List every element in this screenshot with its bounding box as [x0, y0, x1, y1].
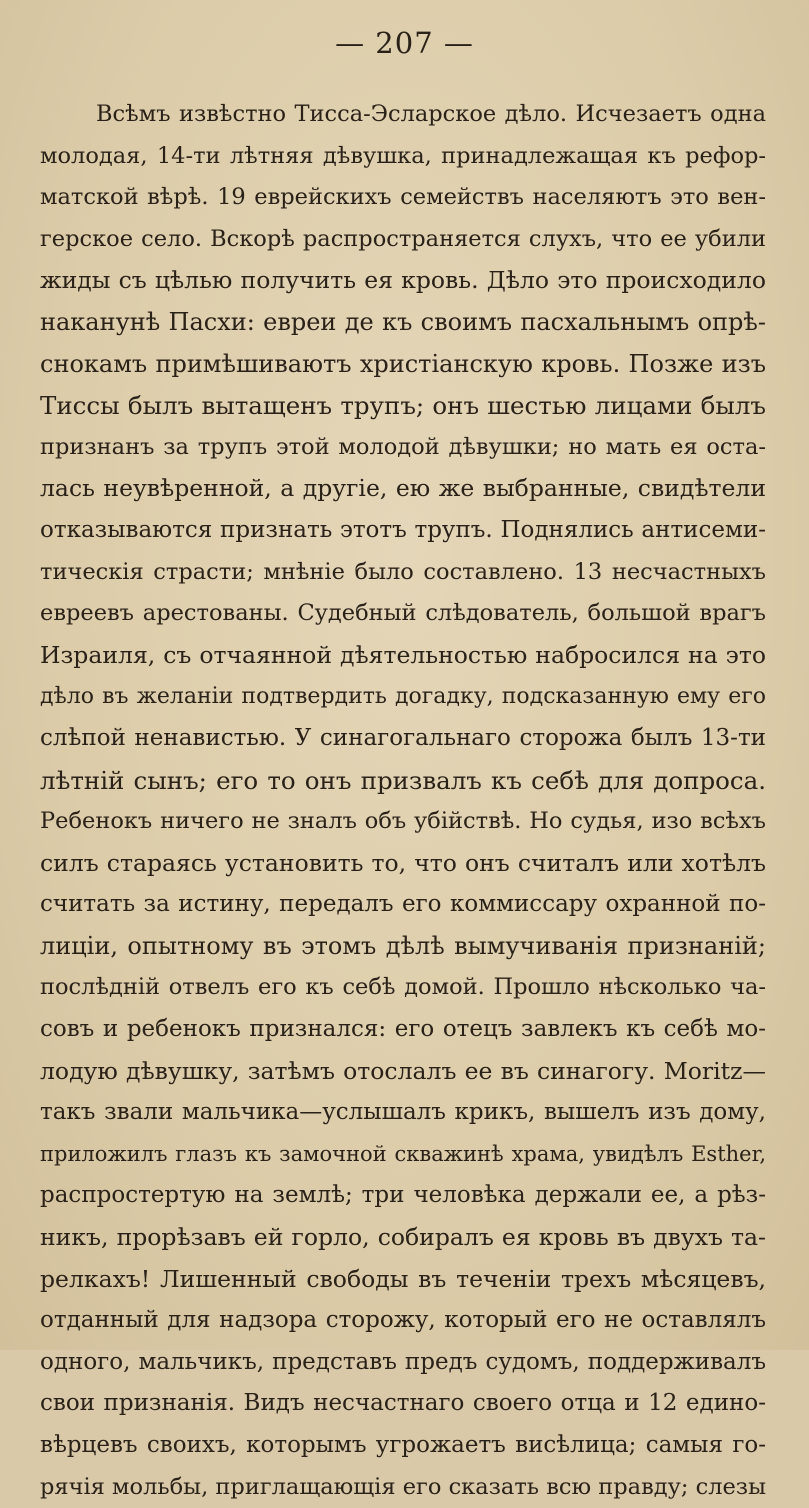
- text-line: евреевъ арестованы. Судебный слѣдователь, большой врагъ: [40, 600, 766, 627]
- text-line: признанъ за трупъ этой молодой дѣвушки; но мать ея оста-: [40, 433, 766, 460]
- text-line: молодая, 14-ти лѣтняя дѣвушка, принадлежащая къ рефор-: [40, 142, 766, 169]
- text-line: дѣло въ желаніи подтвердить догадку, подсказанную ему его: [40, 684, 766, 710]
- text-line: Всѣмъ извѣстно Тисса-Эсларское дѣло. Исчезаетъ одна: [96, 101, 766, 127]
- body-text: [40, 94, 766, 1508]
- text-line: рячія мольбы, приглащающія его сказать всю правду; слезы: [40, 1473, 766, 1500]
- text-line: Ребенокъ ничего не зналъ объ убійствѣ. Но судья, изо всѣхъ: [40, 808, 766, 835]
- text-line: силъ стараясь установить то, что онъ считалъ или хотѣлъ: [40, 848, 766, 877]
- text-line: приложилъ глазъ къ замочной скважинѣ храма, увидѣлъ Esther,: [40, 1141, 766, 1166]
- text-line: лодую дѣвушку, затѣмъ отослалъ ее въ синагогу. Moritz—: [40, 1056, 766, 1085]
- text-line: релкахъ! Лишенный свободы въ теченіи трехъ мѣсяцевъ,: [40, 1264, 766, 1293]
- text-line: послѣдній отвелъ его къ себѣ домой. Прошло нѣсколько ча-: [40, 974, 766, 1001]
- text-line: Тиссы былъ вытащенъ трупъ; онъ шестью лицами былъ: [40, 391, 766, 421]
- text-line: никъ, прорѣзавъ ей горло, собиралъ ея кровь въ двухъ та-: [40, 1223, 766, 1252]
- text-line: совъ и ребенокъ признался: его отецъ завлекъ къ себѣ мо-: [40, 1016, 766, 1043]
- text-line: такъ звали мальчика—услышалъ крикъ, вышелъ изъ дому,: [40, 1099, 766, 1126]
- text-line: тическія страсти; мнѣніе было составлено. 13 несчастныхъ: [40, 558, 766, 585]
- page-number: — 207 —: [335, 26, 474, 60]
- text-line: отданный для надзора сторожу, который его не оставлялъ: [40, 1307, 766, 1334]
- text-line: вѣрцевъ своихъ, которымъ угрожаетъ висѣлица; самыя го-: [40, 1432, 766, 1458]
- text-line: свои признанія. Видъ несчастнаго своего отца и 12 едино-: [40, 1390, 766, 1417]
- text-line: слѣпой ненавистью. У синагогальнаго сторожа былъ 13-ти: [40, 724, 766, 751]
- text-line: распростертую на землѣ; три человѣка держали ее, а рѣз-: [40, 1182, 766, 1209]
- text-line: Израиля, съ отчаянной дѣятельностью набросился на это: [40, 640, 766, 669]
- text-line: лиціи, опытному въ этомъ дѣлѣ вымучиванія признаній;: [40, 931, 766, 960]
- text-line: отказываются признать этотъ трупъ. Поднялись антисеми-: [40, 516, 766, 543]
- text-line: наканунѣ Пасхи: евреи де къ своимъ пасхальнымъ опрѣ-: [40, 307, 766, 336]
- text-line: лѣтній сынъ; его то онъ призвалъ къ себѣ для допроса.: [40, 765, 766, 795]
- text-line: снокамъ примѣшиваютъ христіанскую кровь. Позже изъ: [40, 349, 766, 378]
- text-line: жиды съ цѣлью получить ея кровь. Дѣло это происходило: [40, 266, 766, 295]
- text-line: лась неувѣренной, а другіе, ею же выбранные, свидѣтели: [40, 474, 766, 503]
- text-line: герское село. Вскорѣ распространяется слухъ, что ее убили: [40, 225, 766, 252]
- text-line: одного, мальчикъ, представъ предъ судомъ, поддерживалъ: [40, 1348, 766, 1375]
- text-line: матской вѣрѣ. 19 еврейскихъ семействъ населяютъ это вен-: [40, 184, 766, 211]
- text-line: считать за истину, передалъ его коммиссару охранной по-: [40, 891, 766, 918]
